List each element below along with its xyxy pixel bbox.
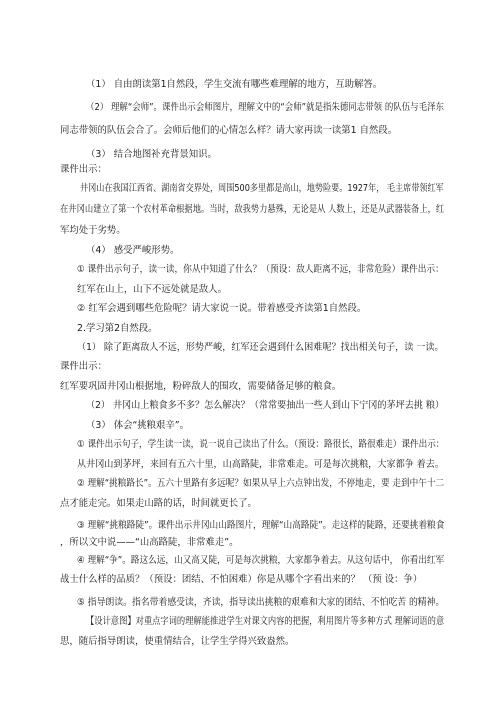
text-line: 井冈山在我国江西省、湖南省交界处，周围500多里都是高山，地势险要。1927年， 毛主席带领红军 [80, 183, 444, 194]
text-line: 课件出示： [60, 361, 107, 372]
text-line: （2） 井冈山上粮食多不多？怎么解决？（常常要抽出一些人到山下宁冈的茅坪去挑 粮） [86, 400, 445, 411]
text-line: （3） 结合地图补充背景知识。 [86, 149, 217, 160]
text-line: ② 理解“挑粮路长”。五六十里路有多远呢？如果从早上六点钟出发，不停地走，要 走到中午十二 [77, 478, 445, 489]
text-line: ② 红军会遇到哪些危险呢？请大家说一说。带着感受齐读第1自然段。 [77, 303, 367, 314]
text-line: 红军要巩固井冈山根据地，粉碎敌人的围攻，需要储备足够的粮食。 [60, 381, 342, 392]
text-line: （1） 自由朗读第1自然段，学生交流有哪些难理解的地方，互助解答。 [86, 79, 383, 90]
text-line: 军均处于劣势。 [60, 225, 126, 236]
text-line: ，所以文中说——“山高路陡，非常难走”。 [60, 537, 239, 548]
text-line: ④ 理解“争”。路这么远，山又高又陡，可是每次挑粮，大家都争着去。从这句话中， 你看出红军 [77, 555, 445, 566]
text-line: 在井冈山建立了第一个农村革命根据地。当时，敌我势力悬殊，无论是从 人数上，还是从武器装备上，红 [60, 204, 445, 215]
text-line: 从井冈山到茅坪，来回有五六十里，山高路陡，非常难走。可是每次挑粮，大家都争 着去。 [77, 459, 444, 470]
text-line: （2） 理解“会师”。课件出示会师图片，理解文中的“会师”就是指朱德同志带领 的队伍与毛泽东 [86, 102, 445, 113]
text-line: ① 课件出示句子，读一读，你从中知道了什么？（预设：敌人距离不远，非常危险）课件出示： [77, 264, 444, 275]
text-line: （4） 感受严峻形势。 [86, 245, 180, 256]
text-line: ⑤ 指导朗读。指名带着感受读，齐读，指导读出挑粮的艰难和大家的团结、不怕吃苦 的精神。 [77, 597, 445, 608]
text-line: 战士什么样的品质？（预设：团结、不怕困难）你是从哪个字看出来的？ （预 设：争） [60, 574, 423, 585]
text-line: 【设计意图】对重点字词的理解能推进学生对课文内容的把握，利用图片等多种方式 理解词语的意 [86, 616, 445, 627]
text-line: 点才能走完。如果走山路的话，时间就更长了。 [60, 498, 257, 509]
text-line: 同志带领的队伍会合了。会师后他们的心情怎么样？请大家再读一读第1 自然段。 [60, 125, 398, 136]
text-line: 思，随后指导朗读，使重情结合，让学生学得兴致盎然。 [60, 636, 295, 647]
text-line: 红军在山上，山下不远处就是敌人。 [77, 284, 228, 295]
text-line: 课件出示： [60, 164, 107, 175]
text-line: ③ 理解“挑粮路陡”。课件出示井冈山山路图片，理解“山高路陡”。走这样的陡路，还要挑着粮食 [77, 520, 445, 531]
text-line: 2.学习第2自然段。 [77, 323, 158, 334]
text-line: ① 课件出示句子，学生读一读，说一说自己读出了什么。（预设：路很长，路很难走）课件出示： [77, 439, 445, 450]
text-line: （3） 体会“挑粮艰辛”。 [86, 420, 190, 431]
text-line: （1） 除了距离敌人不远，形势严峻，红军还会遇到什么困难呢？找出相关句子，读 一读。 [77, 342, 444, 353]
